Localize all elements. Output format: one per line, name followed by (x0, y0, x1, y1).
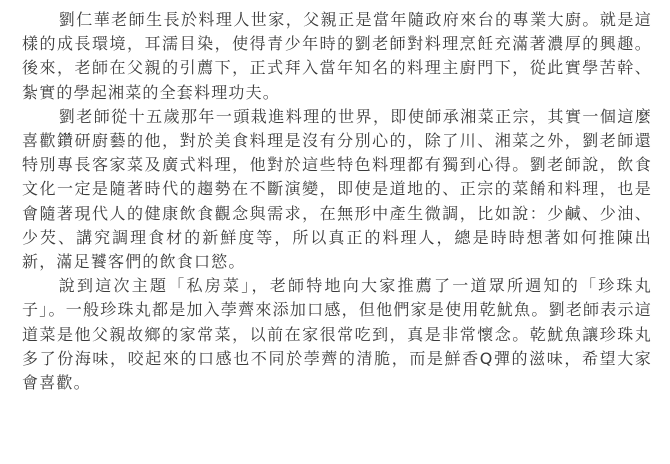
article-body (22, 8, 652, 395)
paragraph-2: 劉老師從十五歲那年一頭栽進料理的世界，即使師承湘菜正宗，其實一個這麼喜歡鑽研廚藝的他，對於美食料理是沒有分別心的，除了川、湘菜之外，劉老師還特別專長客家菜及廣式料理，他對於這些特色料理都有獨到心得。劉老師說，飲食文化一定是隨著時代的趨勢在不斷演變，即使是道地的、正宗的菜餚和料理，也是會隨著現代人的健康飲食觀念與需求，在無形中產生微調，比如說：少鹹、少油、少芡、講究調理食材的新鮮度等，所以真正的料理人，總是時時想著如何推陳出新，滿足饕客們的飲食口慾。 (22, 106, 652, 272)
paragraph-1: 劉仁華老師生長於料理人世家，父親正是當年隨政府來台的專業大廚。就是這樣的成長環境，耳濡目染，使得青少年時的劉老師對料理烹飪充滿著濃厚的興趣。後來，老師在父親的引薦下，正式拜入當年知名的料理主廚門下，從此實學苦幹、紮實的學起湘菜的全套料理功夫。 (22, 10, 652, 102)
paragraph-3: 說到這次主題「私房菜」，老師特地向大家推薦了一道眾所週知的「珍珠丸子」。一般珍珠丸都是加入荸薺來添加口感，但他們家是使用乾魷魚。劉老師表示這道菜是他父親故鄉的家常菜，以前在家很常吃到，真是非常懷念。乾魷魚讓珍珠丸多了份海味，咬起來的口感也不同於荸薺的清脆，而是鮮香Q彈的滋味，希望大家會喜歡。 (22, 276, 652, 393)
